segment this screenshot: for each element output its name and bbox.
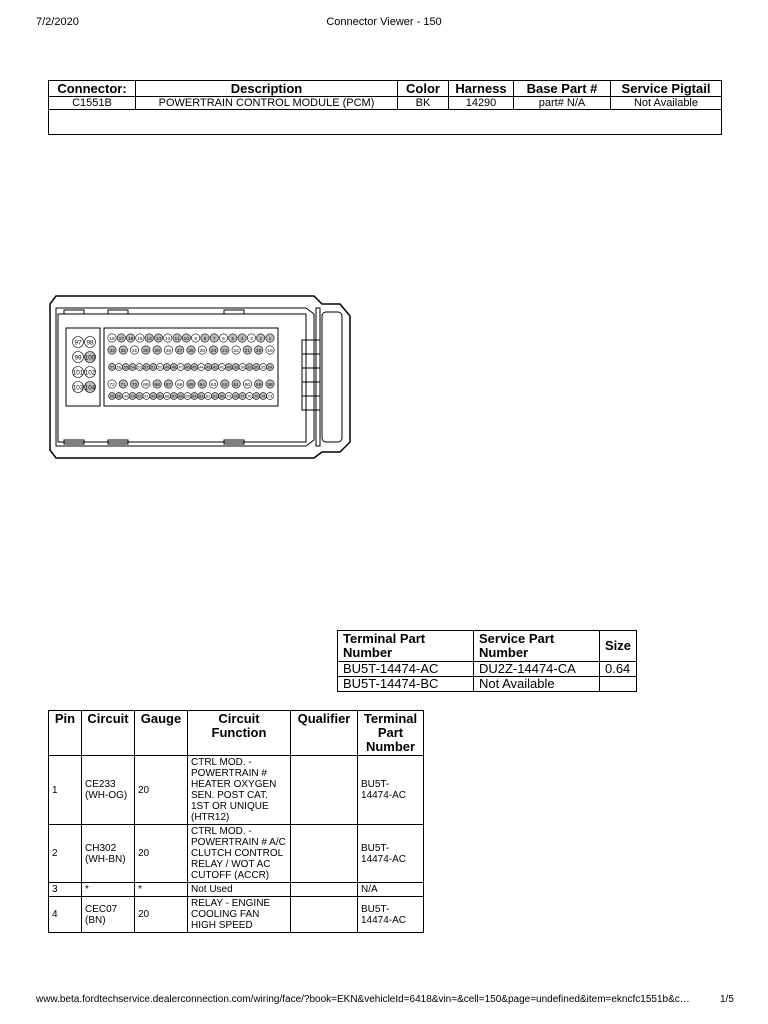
pin-label: 20 [256,348,262,354]
terminal-table-row [338,677,637,692]
pin-cavity [225,364,232,371]
pin-cavity [239,393,246,400]
pin-label: 97 [74,339,82,347]
pin-cavity [73,337,84,348]
pin-label: 17 [118,336,124,342]
pin-label: 29 [154,348,160,354]
header-terminal-part: Terminal Part Number [338,631,474,662]
pin-label: 30 [143,348,149,354]
cell-circuit: CE233 (WH-OG) [82,756,135,825]
cell-service-pigtail: Not Available [611,97,722,110]
pin-cavity [164,364,171,371]
pin-cavity [225,393,232,400]
pin-cavity [136,393,143,400]
pin-label: 41 [219,364,225,370]
pin-cavity [198,346,206,354]
pin-cavity [164,380,172,388]
pin-label: 8 [203,336,207,342]
pin-cavity [136,334,144,342]
pin-cavity [210,334,218,342]
pin-label: 19 [267,348,273,354]
pin-cavity [221,346,229,354]
pin-cavity [246,393,253,400]
pin-label: 62 [222,382,228,388]
cell-gauge: * [135,883,188,897]
pin-label: 93 [130,393,135,399]
cell-gauge: 20 [135,825,188,883]
pin-label: 40 [226,364,231,370]
cell-description: POWERTRAIN CONTROL MODULE (PCM) [136,97,398,110]
cell-color: BK [398,97,449,110]
cell-terminal-part: BU5T-14474-AC [338,662,474,677]
pin-label: 14 [146,336,152,342]
terminal-part-table [337,630,637,692]
pin-label: 72 [109,382,115,388]
cell-terminal-part-number: N/A [358,883,424,897]
pin-label: 94 [123,393,128,399]
pin-label: 85 [185,393,190,399]
pin-label: 60 [244,382,251,388]
pin-cavity [209,380,217,388]
pin-label: 69 [143,382,149,388]
pin-label: 95 [116,393,122,399]
pin-label: 38 [240,364,245,370]
pin-cavity [232,346,240,354]
pin-cavity [85,337,96,348]
pin-label: 11 [174,336,180,342]
pin-label: 49 [164,364,170,370]
pin-cavity [238,334,246,342]
header-harness: Harness [449,81,514,97]
page-title: Connector Viewer - 150 [326,16,442,28]
pin-cavity [109,364,116,371]
pin-cavity [184,364,191,371]
pin-label: 27 [177,348,183,354]
cell-circuit: * [82,883,135,897]
page-number: 1/5 [720,994,734,1005]
pin-label: 98 [86,339,94,347]
pin-label: 83 [199,393,204,399]
pin-label: 37 [247,364,252,370]
pin-cavity [243,346,251,354]
pin-label: 21 [244,348,251,354]
pin-label: 67 [165,382,172,388]
pin-cavity [122,364,129,371]
pin-cavity [209,346,217,354]
pin-cavity [218,364,225,371]
pin-cavity [191,334,199,342]
cell-gauge: 20 [135,756,188,825]
pin-label: 99 [74,354,82,362]
cell-terminal-part-number: BU5T-14474-AC [358,825,424,883]
cell-size: 0.64 [599,662,636,677]
pin-cavity [176,380,184,388]
pin-cavity [212,393,219,400]
pin-label: 84 [192,393,197,399]
pin-label: 56 [116,364,122,370]
pin-label: 42 [212,364,218,370]
pin-label: 74 [260,393,266,399]
pin-label: 32 [120,348,126,354]
pin-row [49,897,424,933]
cell-circuit-function: CTRL MOD. - POWERTRAIN # A/C CLUTCH CONTROL RELAY / WOT AC CUTOFF (ACCR) [188,825,291,883]
print-date: 7/2/2020 [36,16,79,28]
pin-label: 61 [233,382,239,388]
pin-cavity [219,334,227,342]
pin-label: 63 [210,382,217,388]
pin-label: 87 [171,393,177,399]
pin-cavity [119,346,127,354]
pin-cavity [150,393,157,400]
pin-cavity [145,334,153,342]
pin-row [49,756,424,825]
pin-label: 24 [210,348,217,354]
pin-label: 35 [260,364,266,370]
cell-qualifier [291,897,358,933]
pin-label: 4 [240,336,244,342]
pin-cavity [221,380,229,388]
pin-cavity [243,380,251,388]
header-gauge: Gauge [135,711,188,756]
pin-cavity [253,364,260,371]
pin-label: 54 [130,364,135,370]
pin-label: 55 [123,364,128,370]
pin-table [48,710,424,933]
pin-cavity [173,334,181,342]
pin-label: 102 [84,369,96,377]
cell-service-part: DU2Z-14474-CA [473,662,599,677]
pin-label: 46 [185,364,190,370]
pin-cavity [198,393,205,400]
cell-terminal-part-number: BU5T-14474-AC [358,897,424,933]
pin-cavity [255,346,263,354]
pin-label: 81 [212,393,218,399]
pin-cavity [232,364,239,371]
pin-cavity [142,380,150,388]
pin-label: 79 [226,393,231,399]
pin-cavity [164,334,172,342]
cell-circuit: CH302 (WH-BN) [82,825,135,883]
pin-cavity [187,346,195,354]
connector-table-notes-row [49,110,722,135]
pin-label: 57 [109,364,115,370]
pin-label: 7 [212,336,216,342]
header-color: Color [398,81,449,97]
pin-cavity [177,393,184,400]
pin-label: 70 [131,382,138,388]
pin-cavity [266,346,274,354]
pin-label: 26 [188,348,194,354]
cell-pin: 1 [49,756,82,825]
pin-label: 73 [267,393,273,399]
cell-terminal-part: BU5T-14474-BC [338,677,474,692]
cell-harness: 14290 [449,97,514,110]
pin-cavity [267,393,274,400]
pin-label: 80 [219,393,225,399]
pin-label: 53 [137,364,142,370]
pin-cavity [257,334,265,342]
pin-label: 59 [256,382,262,388]
pin-label: 1 [268,336,272,342]
pin-cavity [117,334,125,342]
footer-url[interactable]: www.beta.fordtechservice.dealerconnection.com/wiring/face/?book=EKN&vehicleId=6418&vin=&cell=150&page=undefined&item=ekncfc1551b&c… [36,994,690,1005]
pin-label: 47 [178,364,183,370]
header-base-part: Base Part # [514,81,611,97]
pin-cavity [255,380,263,388]
pin-label: 64 [199,382,205,388]
pin-cavity [129,393,136,400]
pin-label: 52 [144,364,149,370]
pin-label: 13 [155,336,162,342]
pin-label: 75 [254,393,259,399]
pin-cavity [157,364,164,371]
pin-cavity [260,364,267,371]
header-qualifier: Qualifier [291,711,358,756]
pin-cavity [164,393,171,400]
pin-label: 16 [127,336,134,342]
header-service-pigtail: Service Pigtail [611,81,722,97]
pin-cavity [212,364,219,371]
pin-label: 2 [259,336,263,342]
pin-cavity [73,382,84,393]
pin-cavity [142,346,150,354]
connector-table-row [49,97,722,110]
terminal-table-header-row [338,631,637,662]
cell-circuit: CEC07 (BN) [82,897,135,933]
pin-cavity [266,334,274,342]
cell-terminal-part-number: BU5T-14474-AC [358,756,424,825]
cell-pin: 2 [49,825,82,883]
pin-cavity [150,364,157,371]
pin-label: 77 [240,393,245,399]
pin-cavity [182,334,190,342]
pin-label: 90 [151,393,156,399]
pin-label: 76 [247,393,252,399]
pin-cavity [129,364,136,371]
pin-cavity [85,352,96,363]
pin-label: 33 [109,348,115,354]
pin-cavity [157,393,164,400]
pin-label: 10 [183,336,190,342]
header-pin: Pin [49,711,82,756]
pin-cavity [115,393,122,400]
pin-cavity [73,352,84,363]
cell-qualifier [291,883,358,897]
cell-gauge: 20 [135,897,188,933]
pin-cavity [239,364,246,371]
pin-cavity [205,393,212,400]
pin-label: 18 [109,336,115,342]
pin-cavity [267,364,274,371]
pin-label: 34 [267,364,273,370]
pin-cavity [130,380,138,388]
pin-cavity [164,346,172,354]
cell-size [599,677,636,692]
pin-cavity [73,367,84,378]
connector-table-header-row [49,81,722,97]
pin-label: 96 [109,393,115,399]
header-connector: Connector: [49,81,136,97]
cell-qualifier [291,756,358,825]
connector-face-drawing [44,292,352,460]
pin-cavity [143,393,150,400]
header-description: Description [136,81,398,97]
pin-label: 9 [194,336,197,342]
pin-label: 88 [164,393,170,399]
cell-base-part: part# N/A [514,97,611,110]
pin-cavity [232,393,239,400]
pin-label: 12 [165,336,171,342]
pin-label: 25 [199,348,205,354]
header-circuit: Circuit [82,711,135,756]
pin-cavity [184,393,191,400]
pin-label: 91 [144,393,149,399]
pin-cavity [246,364,253,371]
pin-cavity [205,364,212,371]
pin-cavity [198,380,206,388]
pin-label: 39 [233,364,238,370]
pin-cavity [247,334,255,342]
cell-qualifier [291,825,358,883]
pin-cavity [153,346,161,354]
pin-cavity [122,393,129,400]
pin-label: 89 [157,393,163,399]
pin-cavity [218,393,225,400]
cell-service-part: Not Available [473,677,599,692]
pin-label: 23 [222,348,228,354]
pin-cavity [177,364,184,371]
pin-label: 22 [233,348,239,354]
pin-label: 58 [267,382,273,388]
pin-label: 5 [231,336,235,342]
pin-label: 51 [151,364,156,370]
pin-cavity [187,380,195,388]
pin-cavity [136,364,143,371]
pin-cavity [153,380,161,388]
pin-row [49,883,424,897]
pin-cavity [108,346,116,354]
pin-label: 65 [188,382,194,388]
pin-label: 71 [120,382,126,388]
cell-pin: 4 [49,897,82,933]
pin-cavity [260,393,267,400]
pin-label: 28 [165,348,172,354]
pin-label: 103 [72,384,84,392]
pin-cavity [201,334,209,342]
pin-cavity [108,380,116,388]
cell-circuit-function: Not Used [188,883,291,897]
connector-info-table [48,80,722,135]
pin-label: 104 [84,384,96,392]
pin-cavity [198,364,205,371]
pin-cavity [170,393,177,400]
pin-table-header-row [49,711,424,756]
pin-label: 86 [178,393,183,399]
pin-cavity [191,393,198,400]
pin-cavity [232,380,240,388]
pin-cavity [85,367,96,378]
notes-cell [49,110,722,135]
header-size: Size [599,631,636,662]
pin-label: 3 [250,336,253,342]
cell-circuit-function: RELAY - ENGINE COOLING FAN HIGH SPEED [188,897,291,933]
pin-cavity [108,334,116,342]
header-service-part: Service Part Number [473,631,599,662]
pin-cavity [126,334,134,342]
pin-label: 48 [171,364,177,370]
pin-label: 82 [205,393,211,399]
header-circuit-function: Circuit Function [188,711,291,756]
pin-cavity [143,364,150,371]
pin-label: 66 [177,382,183,388]
pin-cavity [109,393,116,400]
pin-label: 45 [192,364,197,370]
pin-label: 50 [157,364,163,370]
pin-label: 101 [72,369,84,377]
pin-row [49,825,424,883]
header-terminal-part-number: Terminal Part Number [358,711,424,756]
pin-cavity [266,380,274,388]
cell-connector: C1551B [49,97,136,110]
pin-label: 78 [233,393,238,399]
cell-circuit-function: CTRL MOD. - POWERTRAIN # HEATER OXYGEN SEN. POST CAT. 1ST OR UNIQUE (HTR12) [188,756,291,825]
pin-label: 68 [154,382,160,388]
pin-label: 6 [222,336,225,342]
pin-cavity [130,346,138,354]
pin-label: 36 [254,364,259,370]
pin-cavity [191,364,198,371]
pin-cavity [115,364,122,371]
pin-label: 15 [137,336,143,342]
pin-cavity [154,334,162,342]
terminal-table-row [338,662,637,677]
cell-pin: 3 [49,883,82,897]
pin-cavity [85,382,96,393]
pin-label: 44 [199,364,204,370]
pin-label: 92 [137,393,142,399]
pin-cavity [119,380,127,388]
pin-cavity [229,334,237,342]
pin-label: 100 [84,354,96,362]
pin-label: 43 [205,364,211,370]
pin-label: 31 [131,348,138,354]
pin-cavity [176,346,184,354]
pin-cavity [170,364,177,371]
pin-cavity [253,393,260,400]
